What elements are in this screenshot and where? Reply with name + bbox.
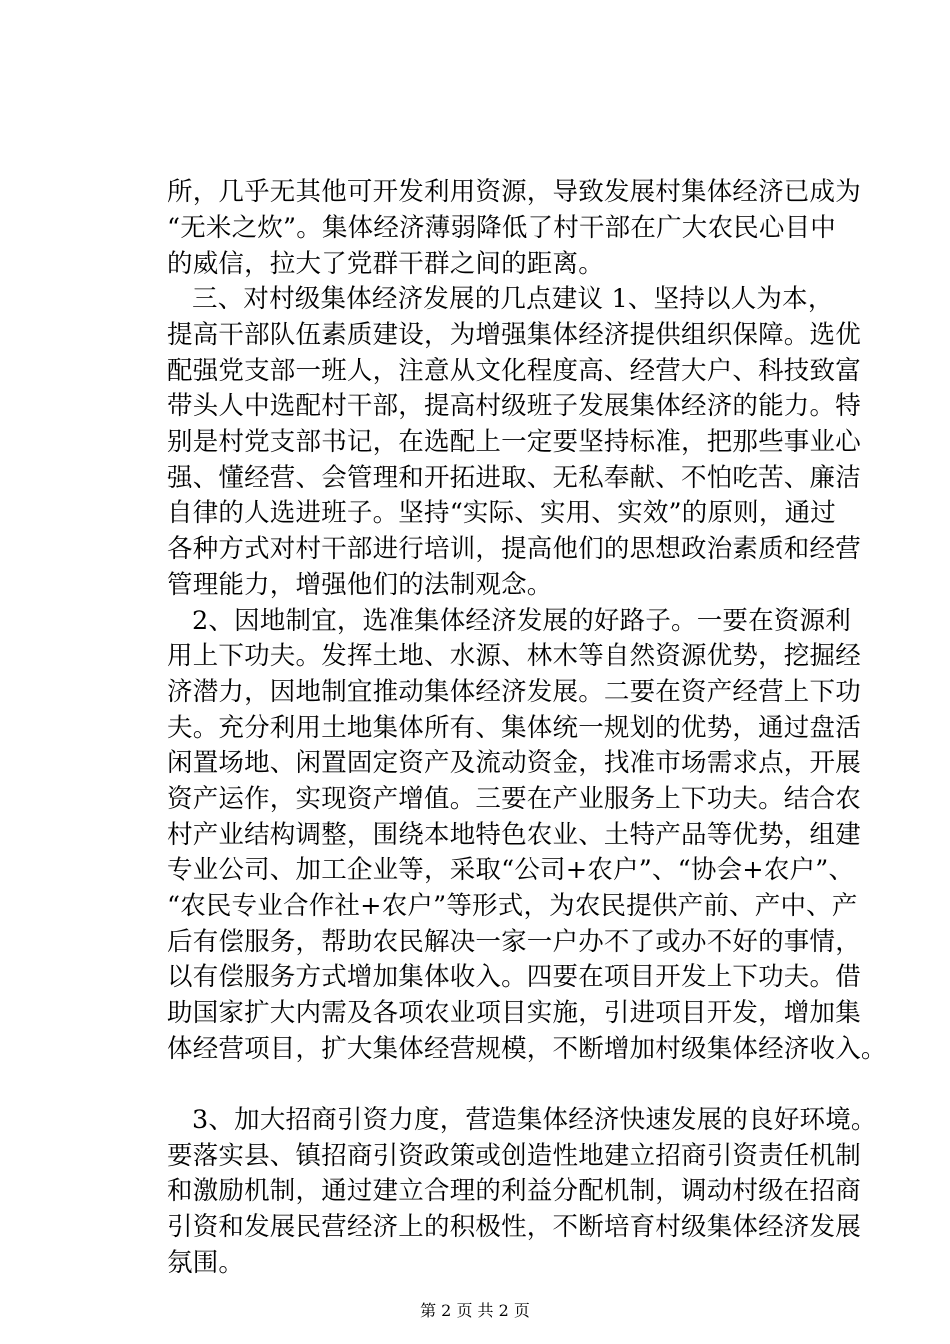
text-line: 资产运作，实现资产增值。三要在产业服务上下功夫。结合农 — [167, 784, 861, 814]
text-line: 强、懂经营、会管理和开拓进取、无私奉献、不怕吃苦、廉洁 — [167, 463, 861, 493]
text-line: 助国家扩大内需及各项农业项目实施，引进项目开发，增加集 — [167, 998, 861, 1028]
text-line: 三、对村级集体经济发展的几点建议 1、坚持以人为本， — [192, 284, 834, 314]
text-line: 3、加大招商引资力度，营造集体经济快速发展的良好环境。 — [192, 1105, 877, 1135]
text-line: 各种方式对村干部进行培训，提高他们的思想政治素质和经营 — [167, 534, 861, 564]
text-line: 以有偿服务方式增加集体收入。四要在项目开发上下功夫。借 — [167, 962, 861, 992]
text-line: 引资和发展民营经济上的积极性，不断培育村级集体经济发展 — [167, 1212, 861, 1242]
text-line: 的威信，拉大了党群干群之间的距离。 — [167, 249, 604, 279]
page-footer: 第 2 页 共 2 页 — [420, 1301, 530, 1320]
text-line: 2、因地制宜，选准集体经济发展的好路子。一要在资源利 — [192, 606, 851, 636]
text-line: 管理能力，增强他们的法制观念。 — [167, 570, 553, 600]
text-line: 氛围。 — [167, 1248, 245, 1278]
text-line: 别是村党支部书记，在选配上一定要坚持标准，把那些事业心 — [167, 427, 861, 457]
text-line: 所，几乎无其他可开发利用资源，导致发展村集体经济已成为 — [167, 177, 861, 207]
text-line: 济潜力，因地制宜推动集体经济发展。二要在资产经营上下功 — [167, 677, 861, 707]
text-line: 专业公司、加工企业等，采取“公司+农户”、“协会+农户”、 — [167, 855, 855, 885]
text-line: 用上下功夫。发挥土地、水源、林木等自然资源优势，挖掘经 — [167, 641, 861, 671]
text-line: 夫。充分利用土地集体所有、集体统一规划的优势，通过盘活 — [167, 713, 861, 743]
text-line: 后有偿服务，帮助农民解决一家一户办不了或办不好的事情， — [167, 927, 861, 957]
text-line: 配强党支部一班人，注意从文化程度高、经营大户、科技致富 — [167, 356, 861, 386]
text-line: 要落实县、镇招商引资政策或创造性地建立招商引资责任机制 — [167, 1141, 861, 1171]
text-line: “农民专业合作社+农户”等形式，为农民提供产前、产中、产 — [167, 891, 858, 921]
text-line: 体经营项目，扩大集体经营规模，不断增加村级集体经济收入。 — [167, 1034, 887, 1064]
text-line: 带头人中选配村干部，提高村级班子发展集体经济的能力。特 — [167, 391, 861, 421]
text-line: “无米之炊”。集体经济薄弱降低了村干部在广大农民心目中 — [167, 213, 836, 243]
text-line: 自律的人选进班子。坚持“实际、实用、实效”的原则，通过 — [167, 498, 836, 528]
text-line: 和激励机制，通过建立合理的利益分配机制，调动村级在招商 — [167, 1176, 861, 1206]
text-line: 提高干部队伍素质建设，为增强集体经济提供组织保障。选优 — [167, 320, 861, 350]
text-line: 闲置场地、闲置固定资产及流动资金，找准市场需求点，开展 — [167, 748, 861, 778]
text-line: 村产业结构调整，围绕本地特色农业、土特产品等优势，组建 — [167, 820, 861, 850]
